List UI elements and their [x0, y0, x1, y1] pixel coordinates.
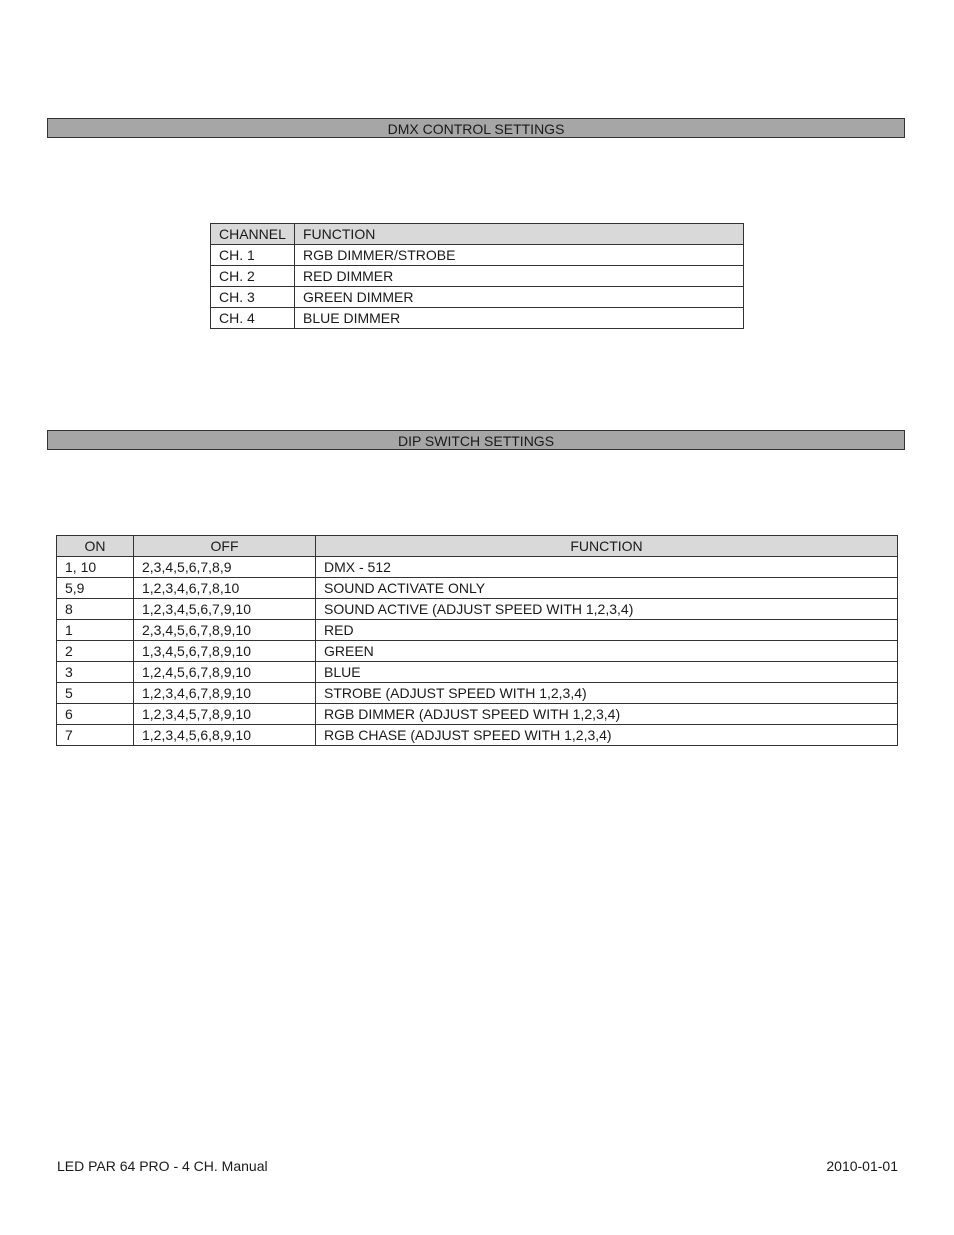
- dip-section-header: DIP SWITCH SETTINGS: [47, 430, 905, 450]
- table-row: [211, 308, 744, 329]
- table-row: [57, 599, 898, 620]
- table-cell: 1,2,3,4,6,7,8,10: [134, 578, 316, 599]
- table-cell: RGB CHASE (ADJUST SPEED WITH 1,2,3,4): [316, 725, 898, 746]
- table-cell: SOUND ACTIVATE ONLY: [316, 578, 898, 599]
- footer-date: 2010-01-01: [826, 1158, 898, 1174]
- table-cell: BLUE DIMMER: [295, 308, 744, 329]
- table-cell: GREEN DIMMER: [295, 287, 744, 308]
- table-cell: 6: [57, 704, 134, 725]
- dmx-channel-table: [210, 223, 744, 329]
- table-cell: 8: [57, 599, 134, 620]
- table-row: [57, 704, 898, 725]
- table-row: [57, 578, 898, 599]
- table-cell: CH. 1: [211, 245, 295, 266]
- table-row: [211, 266, 744, 287]
- table-cell: DMX - 512: [316, 557, 898, 578]
- table-cell: 2,3,4,5,6,7,8,9,10: [134, 620, 316, 641]
- table-cell: 1,2,3,4,5,7,8,9,10: [134, 704, 316, 725]
- footer-manual-title: LED PAR 64 PRO - 4 CH. Manual: [57, 1158, 268, 1174]
- column-header-off: OFF: [134, 536, 316, 557]
- table-cell: CH. 3: [211, 287, 295, 308]
- table-cell: 5,9: [57, 578, 134, 599]
- table-row: [57, 620, 898, 641]
- table-cell: 2: [57, 641, 134, 662]
- table-row: [57, 557, 898, 578]
- table-row: [57, 662, 898, 683]
- table-row: [57, 641, 898, 662]
- column-header-on: ON: [57, 536, 134, 557]
- table-row: [57, 725, 898, 746]
- dmx-section-header: DMX CONTROL SETTINGS: [47, 118, 905, 138]
- table-header-row: [57, 536, 898, 557]
- table-cell: SOUND ACTIVE (ADJUST SPEED WITH 1,2,3,4): [316, 599, 898, 620]
- table-cell: RGB DIMMER/STROBE: [295, 245, 744, 266]
- table-cell: 7: [57, 725, 134, 746]
- table-cell: 5: [57, 683, 134, 704]
- table-cell: 1,2,3,4,6,7,8,9,10: [134, 683, 316, 704]
- table-row: [57, 683, 898, 704]
- table-cell: 1,2,4,5,6,7,8,9,10: [134, 662, 316, 683]
- table-cell: 1, 10: [57, 557, 134, 578]
- column-header-channel: CHANNEL: [211, 224, 295, 245]
- table-cell: RED DIMMER: [295, 266, 744, 287]
- table-cell: RED: [316, 620, 898, 641]
- table-cell: STROBE (ADJUST SPEED WITH 1,2,3,4): [316, 683, 898, 704]
- table-cell: 1,2,3,4,5,6,7,9,10: [134, 599, 316, 620]
- table-row: [211, 245, 744, 266]
- table-header-row: [211, 224, 744, 245]
- table-cell: GREEN: [316, 641, 898, 662]
- table-cell: 1: [57, 620, 134, 641]
- dip-switch-table: [56, 535, 898, 746]
- table-cell: 3: [57, 662, 134, 683]
- table-cell: RGB DIMMER (ADJUST SPEED WITH 1,2,3,4): [316, 704, 898, 725]
- table-cell: CH. 2: [211, 266, 295, 287]
- table-cell: BLUE: [316, 662, 898, 683]
- table-cell: 2,3,4,5,6,7,8,9: [134, 557, 316, 578]
- column-header-function: FUNCTION: [316, 536, 898, 557]
- table-cell: 1,2,3,4,5,6,8,9,10: [134, 725, 316, 746]
- table-row: [211, 287, 744, 308]
- table-cell: CH. 4: [211, 308, 295, 329]
- column-header-function: FUNCTION: [295, 224, 744, 245]
- table-cell: 1,3,4,5,6,7,8,9,10: [134, 641, 316, 662]
